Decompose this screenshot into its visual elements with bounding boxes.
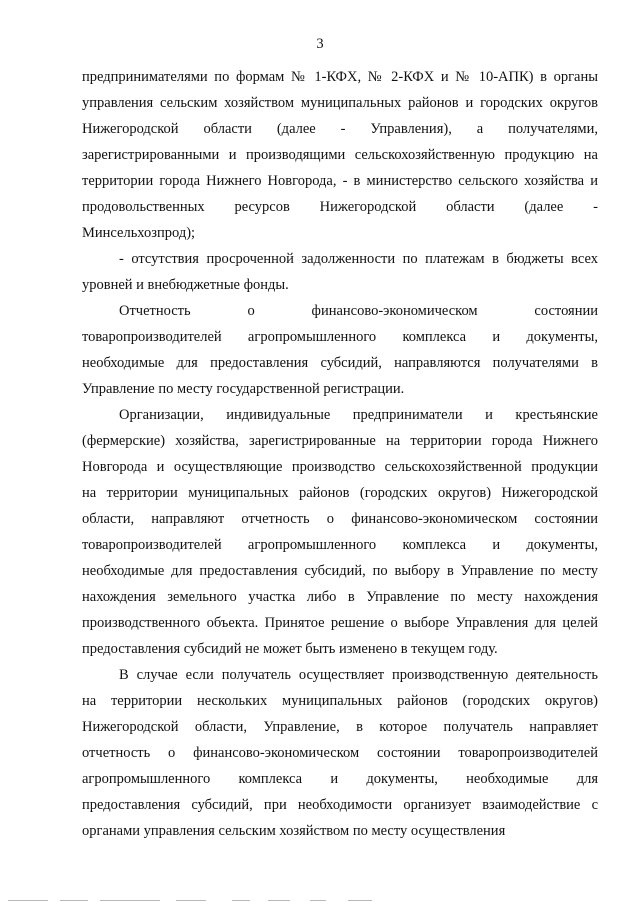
text-line: на территории муниципальных районов (городских округов) Нижегородской [82,485,598,501]
text-line: предоставления субсидий не может быть изменено в текущем году. [82,641,498,657]
text-line: товаропроизводителей агропромышленного комплекса и документы, [82,537,598,553]
page-number: 3 [316,36,324,52]
text-line: необходимые для предоставления субсидий, по выбору в Управление по месту [82,563,598,579]
paragraph-1 [82,64,598,246]
text-line: товаропроизводителей агропромышленного комплекса и документы, [82,329,598,345]
text-line: территории города Нижнего Новгорода, - в министерство сельского хозяйства и [82,173,598,189]
text-line: В случае если получатель осуществляет производственную деятельность [119,667,598,683]
paragraph-3 [82,298,598,402]
text-line: необходимые для предоставления субсидий, направляются получателями в [82,355,598,371]
paragraph-2 [82,246,598,298]
document-body [82,64,598,844]
paragraph-5 [82,662,598,844]
paragraph-4 [82,402,598,662]
text-line: предоставления субсидий, при необходимости организует взаимодействие с [82,797,598,813]
text-line: производственного объекта. Принятое решение о выборе Управления для целей [82,615,598,631]
text-line: Минсельхозпрод); [82,225,196,241]
text-line: Новгорода и осуществляющие производство сельскохозяйственной продукции [82,459,598,475]
text-line: Организации, индивидуальные предприниматели и крестьянские [119,407,598,423]
text-line: отчетность о финансово-экономическом состоянии товаропроизводителей [82,745,598,761]
text-line: нахождения земельного участка либо в Управление по месту нахождения [82,589,598,605]
text-line: продовольственных ресурсов Нижегородской области (далее - [82,199,598,215]
text-line: управления сельским хозяйством муниципальных районов и городских округов [82,95,598,111]
scan-edge-artifact [0,897,640,905]
text-line: Управление по месту государственной регистрации. [82,381,405,397]
text-line: агропромышленного комплекса и документы, необходимые для [82,771,598,787]
text-line: Нижегородской области (далее - Управления), а получателями, [82,121,598,137]
text-line: уровней и внебюджетные фонды. [82,277,289,293]
text-line: - отсутствия просроченной задолженности по платежам в бюджеты всех [119,251,598,267]
text-line: предпринимателями по формам № 1-КФХ, № 2-КФХ и № 10-АПК) в органы [82,69,598,85]
text-line: Отчетность о финансово-экономическом состоянии [119,303,598,319]
text-line: органами управления сельским хозяйством по месту осуществления [82,823,506,839]
text-line: (фермерские) хозяйства, зарегистрированные на территории города Нижнего [82,433,598,449]
text-line: на территории нескольких муниципальных районов (городских округов) [82,693,598,709]
text-line: Нижегородской области, Управление, в которое получатель направляет [82,719,598,735]
text-line: зарегистрированными и производящими сельскохозяйственную продукцию на [82,147,598,163]
text-line: области, направляют отчетность о финансово-экономическом состоянии [82,511,598,527]
